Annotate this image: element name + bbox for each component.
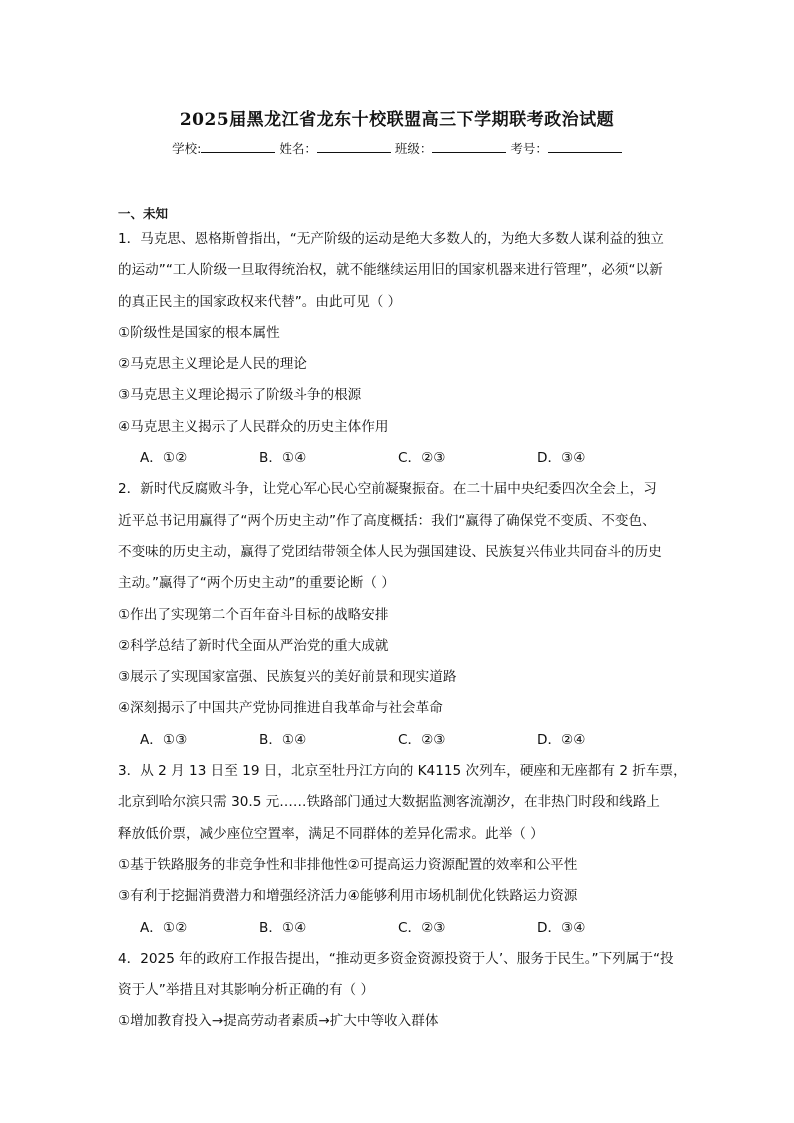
question-4	[118, 944, 678, 1038]
question-2	[118, 474, 678, 756]
question-stem-line: 北京到哈尔滨只需 30.5 元……铁路部门通过大数据监测客流潮汐，在非热门时段和线路上	[118, 794, 660, 811]
class-blank[interactable]	[432, 141, 506, 153]
answer-options	[118, 725, 678, 756]
name-blank[interactable]	[317, 141, 391, 153]
statement: ②科学总结了新时代全面从严治党的重大成就	[118, 637, 389, 654]
option-a[interactable]: A．①③	[140, 731, 188, 748]
option-c[interactable]: C．②③	[398, 919, 446, 936]
answer-options	[118, 913, 678, 944]
question-stem-line: 3．从 2 月 13 日至 19 日，北京至牡丹江方向的 K4115 次列车，硬座和无座都有 2 折车票，	[118, 763, 687, 780]
statement: ④深刻揭示了中国共产党协同推进自我革命与社会革命	[118, 700, 443, 717]
option-b[interactable]: B．①④	[259, 731, 307, 748]
question-stem-line: 1．马克思、恩格斯曾指出，“无产阶级的运动是绝大多数人的，为绝大多数人谋利益的独立	[118, 231, 664, 247]
statement: ④马克思主义揭示了人民群众的历史主体作用	[118, 418, 389, 435]
option-c[interactable]: C．②③	[398, 450, 446, 467]
statement: ①增加教育投入→提高劳动者素质→扩大中等收入群体	[118, 1013, 439, 1030]
exam-number-label: 考号：	[510, 141, 548, 156]
statement: ①阶级性是国家的根本属性	[118, 324, 280, 341]
question-stem-line: 2．新时代反腐败斗争，让党心军心民心空前凝聚振奋。在二十届中央纪委四次全会上，习	[118, 481, 657, 498]
option-a[interactable]: A．①②	[140, 450, 188, 467]
question-3	[118, 756, 687, 944]
question-1	[118, 224, 678, 474]
question-stem-line: 释放低价票，减少座位空置率，满足不同群体的差异化需求。此举（ ）	[118, 825, 544, 842]
question-stem-line: 4．2025 年的政府工作报告提出，“推动更多资金资源投资于人’、服务于民生。”下列属于“投	[118, 950, 674, 967]
question-stem-line: 不变味的历史主动，赢得了党团结带领全体人民为强国建设、民族复兴伟业共同奋斗的历史	[118, 543, 662, 560]
question-stem-line: 主动。”赢得了“两个历史主动”的重要论断（ ）	[118, 575, 395, 592]
page-title: 2025届黑龙江省龙东十校联盟高三下学期联考政治试题	[179, 110, 615, 130]
question-content	[118, 204, 687, 1038]
option-b[interactable]: B．①④	[259, 450, 307, 467]
statement: ③马克思主义理论揭示了阶级斗争的根源	[118, 387, 362, 404]
question-stem-line: 的运动”“工人阶级一旦取得统治权，就不能继续运用旧的国家机器来进行管理”，必须“以新	[118, 262, 663, 279]
option-d[interactable]: D．③④	[537, 450, 586, 467]
question-stem-line: 近平总书记用赢得了“两个历史主动”作了高度概括：我们“赢得了确保党不变质、不变色、	[118, 512, 656, 529]
statement: ②马克思主义理论是人民的理论	[118, 356, 307, 373]
section-heading: 一、未知	[118, 206, 169, 221]
question-stem-line: 资于人”举措且对其影响分析正确的有（ ）	[118, 982, 375, 999]
class-label: 班级：	[394, 141, 433, 156]
name-label: 姓名：	[279, 141, 317, 156]
school-label: 学校:	[172, 141, 202, 156]
option-b[interactable]: B．①④	[259, 919, 307, 936]
answer-options	[118, 443, 678, 474]
option-c[interactable]: C．②③	[398, 731, 446, 748]
question-stem-line: 的真正民主的国家政权来代替”。由此可见（ ）	[118, 293, 402, 310]
statement: ①基于铁路服务的非竞争性和非排他性②可提高运力资源配置的效率和公平性	[118, 856, 578, 873]
statement: ①作出了实现第二个百年奋斗目标的战略安排	[118, 606, 389, 623]
school-blank[interactable]	[201, 141, 275, 153]
option-a[interactable]: A．①②	[140, 919, 188, 936]
statement: ③有利于挖掘消费潜力和增强经济活力④能够利用市场机制优化铁路运力资源	[118, 888, 578, 905]
exam-number-blank[interactable]	[548, 141, 622, 153]
statement: ③展示了实现国家富强、民族复兴的美好前景和现实道路	[118, 669, 457, 686]
option-d[interactable]: D．③④	[537, 919, 586, 936]
student-info-line	[0, 139, 794, 157]
option-d[interactable]: D．②④	[537, 731, 586, 748]
